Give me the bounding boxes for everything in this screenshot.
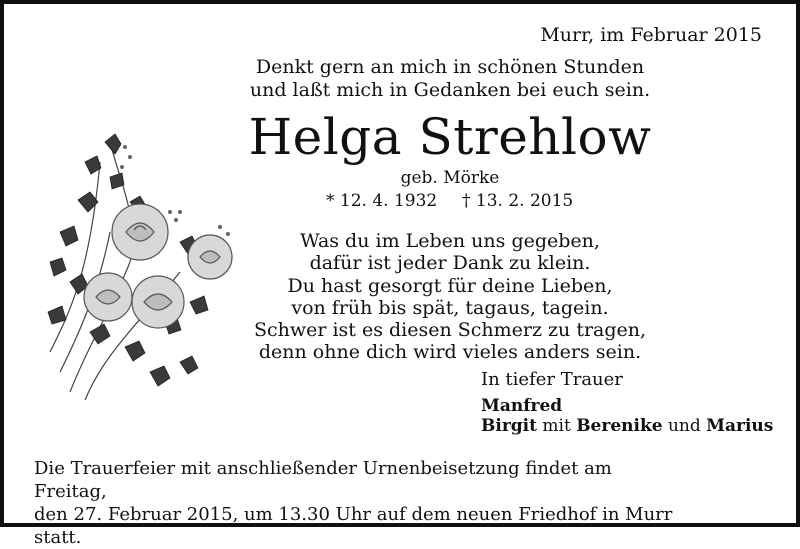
poem-line: von früh bis spät, tagaus, tagein. — [291, 296, 609, 319]
deceased-name: Helga Strehlow — [248, 108, 652, 166]
place-date: Murr, im Februar 2015 — [540, 24, 762, 46]
poem — [250, 230, 650, 364]
mourning-intro: In tiefer Trauer — [481, 369, 623, 390]
poem-line: Schwer ist es diesen Schmerz zu tragen, — [253, 319, 647, 342]
rose-bouquet-icon — [30, 122, 245, 404]
mourners-list — [481, 396, 773, 436]
poem-line: denn ohne dich wird vieles anders sein. — [258, 341, 642, 364]
connector-text: mit — [536, 416, 577, 436]
notice-line: den 27. Februar 2015, um 13.30 Uhr auf dem neuen Friedhof in Murr statt. — [34, 504, 673, 548]
poem-line: dafür ist jeder Dank zu klein. — [309, 252, 591, 275]
funeral-notice — [34, 457, 674, 549]
poem-line: Was du im Leben uns gegeben, — [300, 230, 600, 252]
mourner-name: Birgit — [481, 416, 537, 436]
notice-line: Die Trauerfeier mit anschließender Urnenbeisetzung findet am Freitag, — [34, 458, 612, 502]
motto-line: und laßt mich in Gedanken bei euch sein. — [249, 79, 651, 101]
born-name: geb. Mörke — [400, 168, 500, 188]
death-date: † 13. 2. 2015 — [462, 191, 574, 211]
mourner-name: Marius — [706, 416, 774, 436]
birth-date: * 12. 4. 1932 — [326, 191, 438, 211]
motto — [240, 56, 660, 102]
mourner-name: Berenike — [576, 416, 663, 436]
motto-line: Denkt gern an mich in schönen Stunden — [255, 56, 645, 78]
mourner-name: Manfred — [481, 396, 563, 416]
poem-line: Du hast gesorgt für deine Lieben, — [287, 274, 613, 297]
connector-text: und — [662, 416, 707, 436]
